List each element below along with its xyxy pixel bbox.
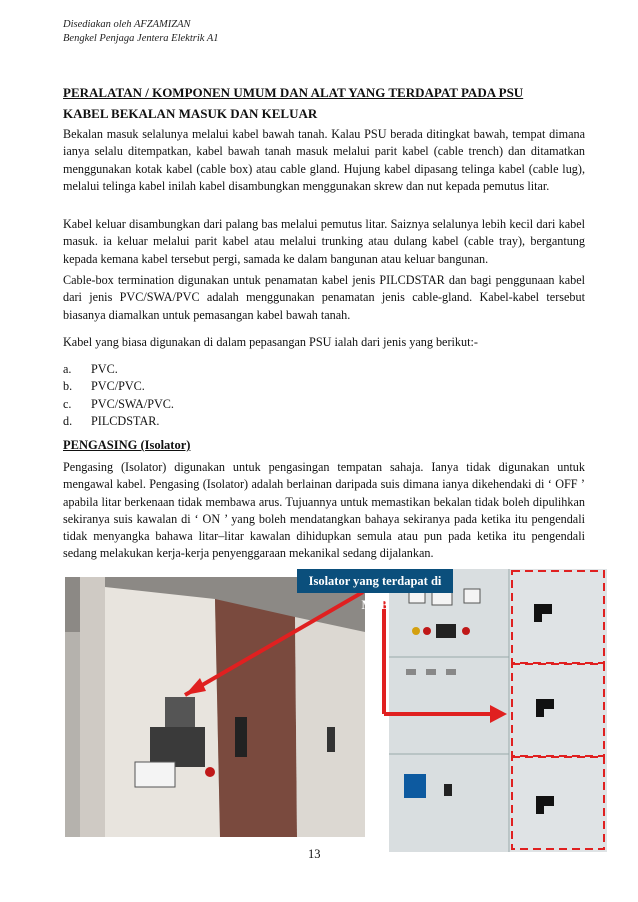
list-item xyxy=(63,361,174,378)
list-text: PILCDSTAR. xyxy=(91,413,160,428)
list-marker: b. xyxy=(63,379,73,394)
list-text: PVC/PVC. xyxy=(91,379,145,394)
section-title: PERALATAN / KOMPONEN UMUM DAN ALAT YANG TERDAPAT PADA PSU xyxy=(63,85,524,100)
paragraph-isolator: Pengasing (Isolator) digunakan untuk pengasingan tempatan sahaja. Ianya tidak digunakan untuk mengawal kabel. Pengasing (Isolator) adalah berlainan daripada suis dimana ianya dikehendaki di ‘ OFF ’ apabila litar berkenaan tidak membawa arus. Tujuannya untuk memastikan bekalan tidak boleh dipulihkan sekiranya suis kawalan di ‘ ON ’ yang boleh mendatangkan bahaya sekiranya pada ketika itu pengendali tidak menyangka bahawa litar–litar kawalan dihidupkan semula atau pun pada ketika itu pengendali sedang melakukan kerja-kerja penyenggaraan mekanikal sedang dijalankan. xyxy=(63,460,585,561)
list-item xyxy=(63,396,174,413)
list-text: PVC. xyxy=(91,362,118,376)
figure-caption: Isolator yang terdapat di MSB xyxy=(297,569,453,593)
paragraph-incoming-supply: Bekalan masuk selalunya melalui kabel bawah tanah. Kalau PSU berada ditingkat bawah, tempat dimana ianya selalu ditempatkan, kabel bawah tanah masuk melalui parit kabel (cable trench) dan ditamatkan menggunakan kotak kabel (cable box) atau cable gland. Hujung kabel dipasang telinga kabel (cable lug), melalui telinga kabel inilah kabel disambungkan menggunakan skrew dan nut kepada pemutus litar. xyxy=(63,127,585,193)
paragraph-cable-types-intro: Kabel yang biasa digunakan di dalam pepasangan PSU ialah dari jenis yang berikut:- xyxy=(63,335,478,349)
page-number: 13 xyxy=(308,847,321,861)
list-item xyxy=(63,413,174,430)
list-marker: a. xyxy=(63,362,72,376)
list-marker: c. xyxy=(63,396,72,411)
subsection-isolator-title: PENGASING (Isolator) xyxy=(63,438,191,452)
cable-type-list xyxy=(63,361,174,430)
list-text: PVC/SWA/PVC. xyxy=(91,396,174,411)
isolator-closeup-photo xyxy=(65,577,365,837)
list-item xyxy=(63,378,174,395)
list-marker: d. xyxy=(63,413,73,428)
header-author: Disediakan oleh AFZAMIZAN xyxy=(63,19,191,30)
paragraph-cable-termination: Cable-box termination digunakan untuk penamatan kabel jenis PILCDSTAR dan bagi penggunaan kabel dari jenis PVC/SWA/PVC adalah menggunakan penamatan jenis cable-gland. Kabel-kabel tersebut biasanya diamalkan untuk pemasangan kabel bawah tanah. xyxy=(63,273,585,322)
subsection-cable-title: KABEL BEKALAN MASUK DAN KELUAR xyxy=(63,106,318,121)
document-header xyxy=(63,18,219,46)
paragraph-outgoing-cable: Kabel keluar disambungkan dari palang bas melalui pemutus litar. Saiznya selalunya lebih kecil dari kabel masuk. ia keluar melalui parit kabel atau melalui trunking atau dulang kabel (cable tray), bergantung kepada kemana kabel tersebut pergi, samada ke dalam bangunan atau keluar bangunan. xyxy=(63,217,585,266)
header-course: Bengkel Penjaga Jentera Elektrik A1 xyxy=(63,33,219,44)
msb-panel-photo xyxy=(374,569,607,852)
